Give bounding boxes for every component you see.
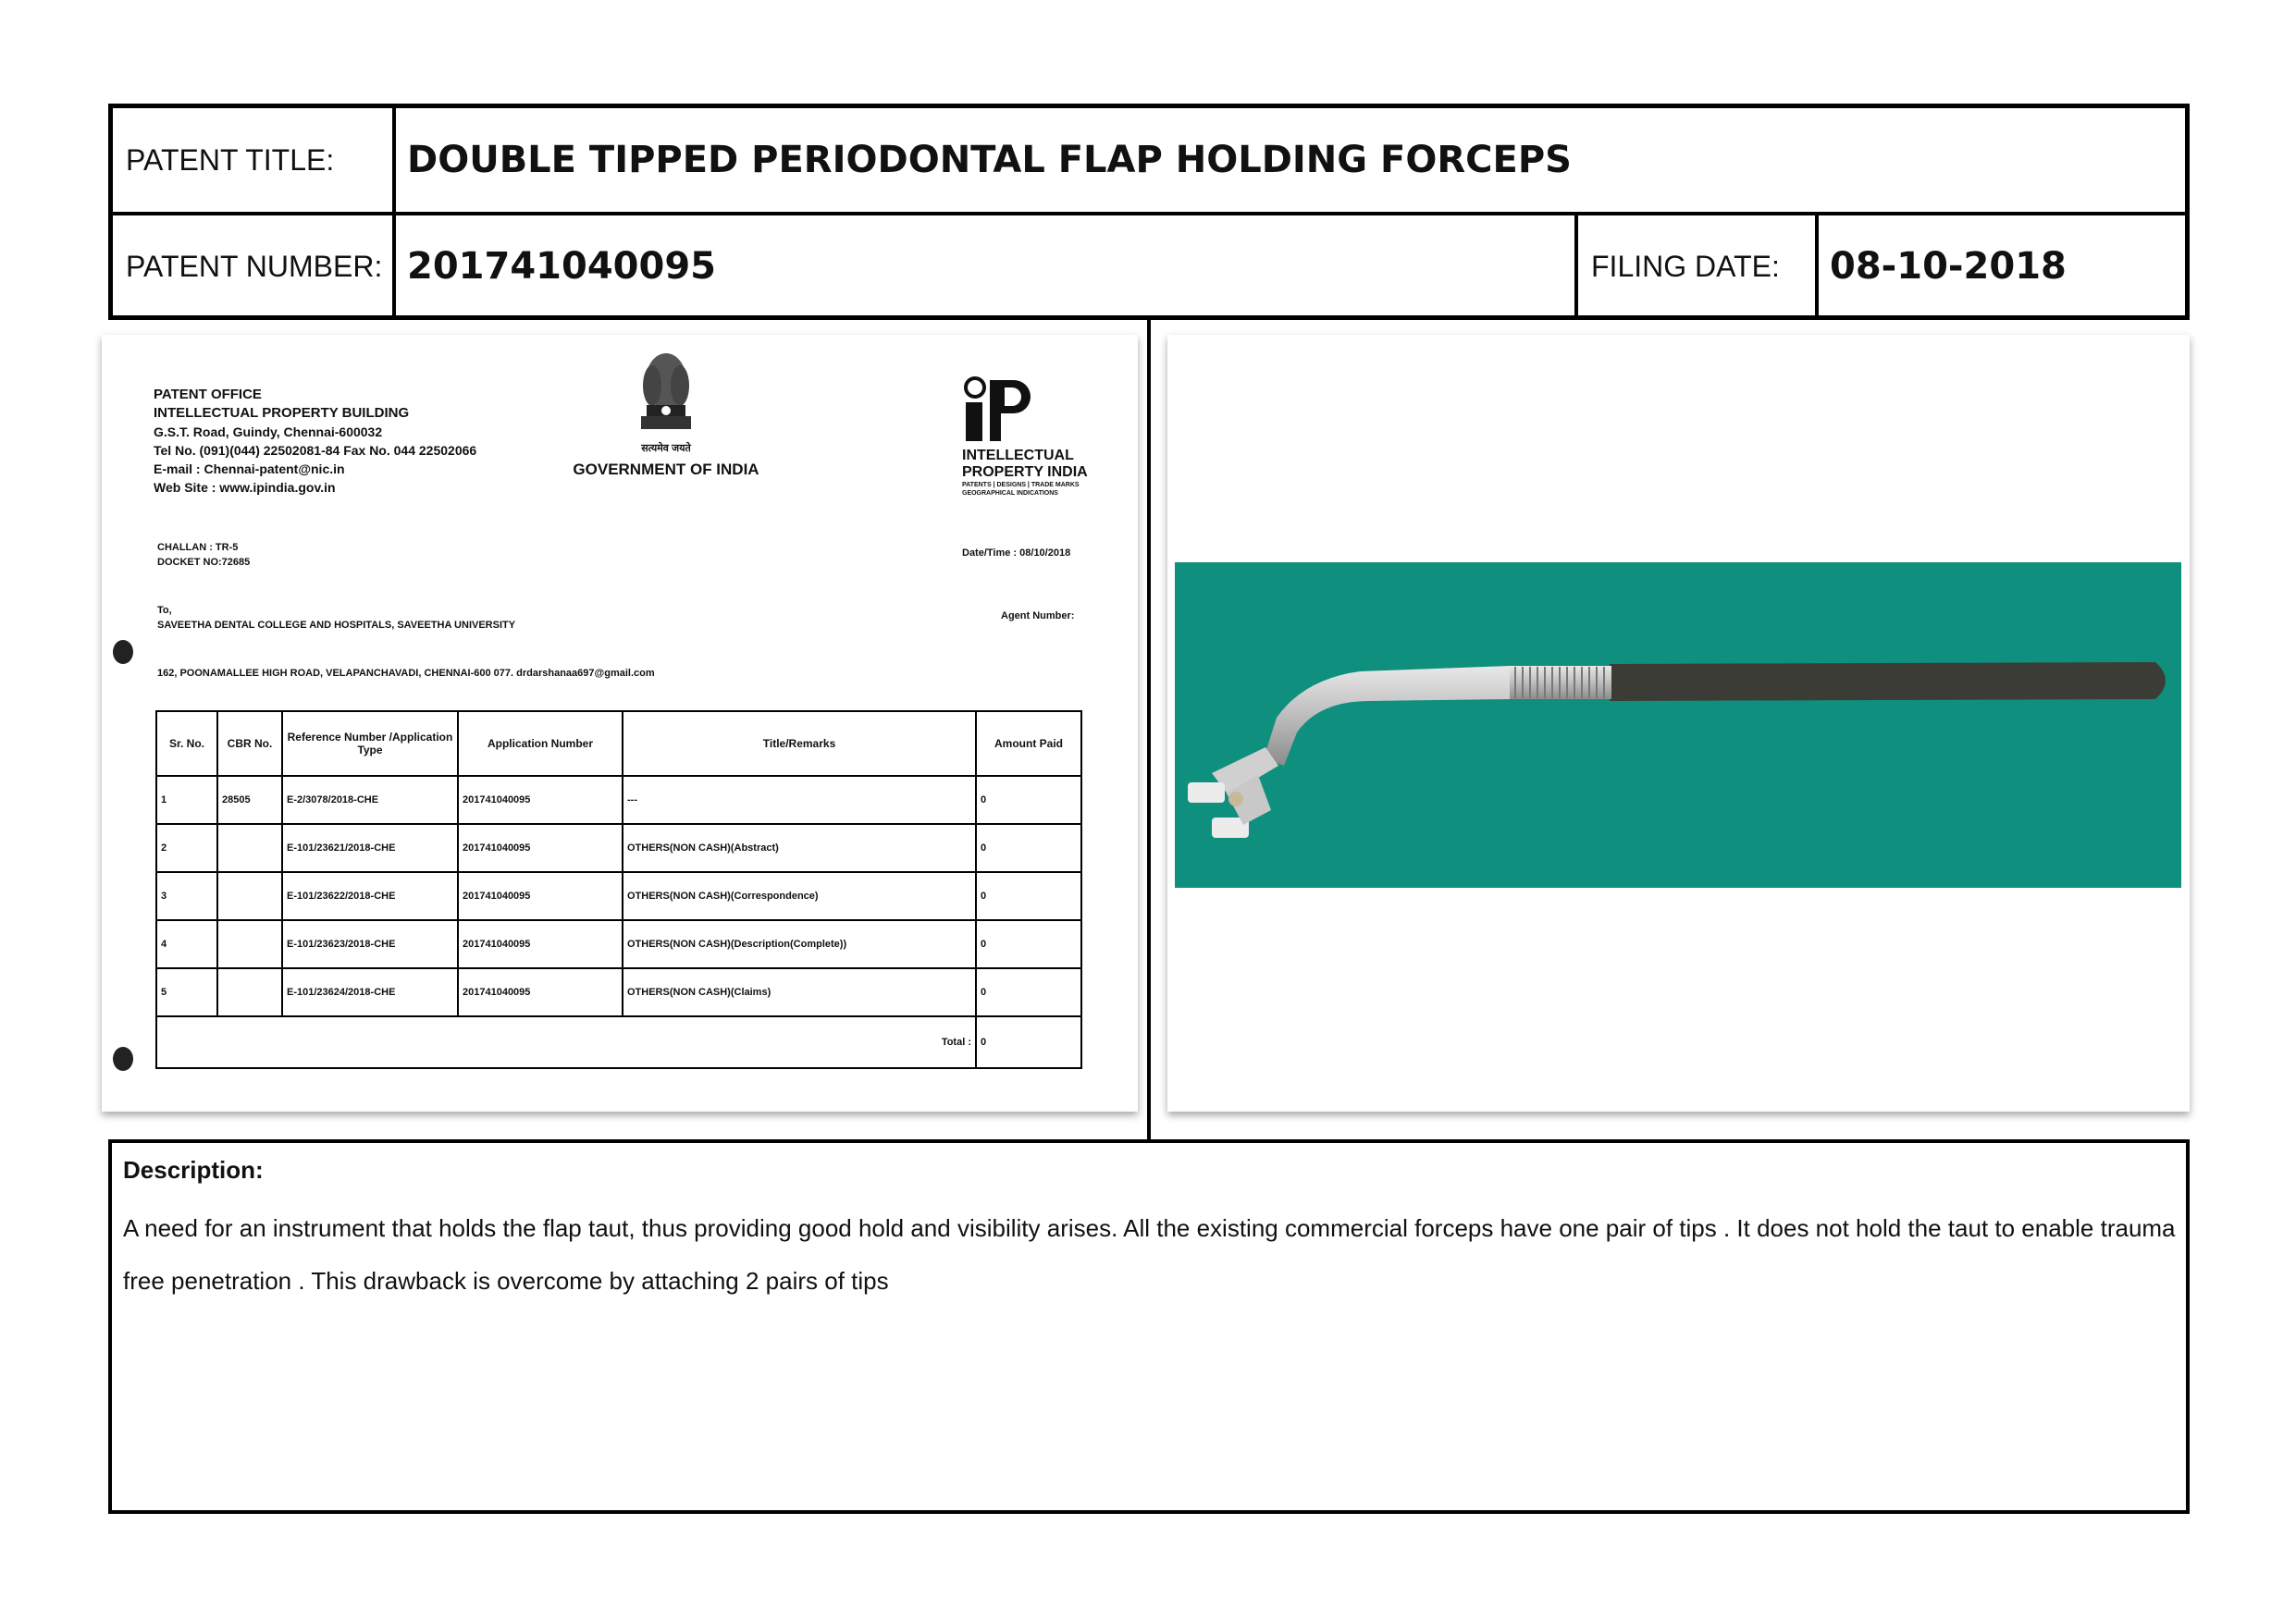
ip-text-line: INTELLECTUAL bbox=[962, 448, 1074, 463]
address: 162, POONAMALLEE HIGH ROAD, VELAPANCHAVADI, CHENNAI-600 077. drdarshanaa697@gmail.com bbox=[157, 668, 655, 679]
table-cell: 0 bbox=[976, 968, 1081, 1016]
column-header: Amount Paid bbox=[976, 711, 1081, 776]
table-cell bbox=[217, 920, 282, 968]
table-cell: 4 bbox=[156, 920, 217, 968]
punch-hole bbox=[113, 640, 133, 664]
to-label: To, bbox=[157, 605, 172, 616]
description-box bbox=[108, 1139, 2190, 1514]
ip-subtext: PATENTS | DESIGNS | TRADE MARKS bbox=[962, 482, 1080, 488]
patent-title-label: PATENT TITLE: bbox=[113, 108, 396, 215]
table-cell: 0 bbox=[976, 824, 1081, 872]
total-value: 0 bbox=[976, 1016, 1081, 1068]
office-address bbox=[154, 386, 476, 497]
forceps-icon bbox=[1175, 562, 2181, 888]
table-cell: OTHERS(NON CASH)(Claims) bbox=[623, 968, 976, 1016]
table-cell bbox=[217, 968, 282, 1016]
challan-table bbox=[155, 710, 1082, 1069]
table-cell: 0 bbox=[976, 872, 1081, 920]
office-line: Web Site : www.ipindia.gov.in bbox=[154, 480, 336, 495]
docket-number: DOCKET NO:72685 bbox=[157, 557, 251, 568]
table-cell: OTHERS(NON CASH)(Correspondence) bbox=[623, 872, 976, 920]
table-cell: 0 bbox=[976, 776, 1081, 824]
government-of-india: GOVERNMENT OF INDIA bbox=[573, 461, 759, 478]
national-emblem-icon bbox=[634, 344, 698, 436]
office-line: E-mail : Chennai-patent@nic.in bbox=[154, 461, 345, 476]
column-header: Sr. No. bbox=[156, 711, 217, 776]
table-cell: E-101/23624/2018-CHE bbox=[282, 968, 458, 1016]
emblem-motto: सत्यमेव जयते bbox=[641, 443, 691, 454]
table-cell: 201741040095 bbox=[458, 776, 623, 824]
challan-document bbox=[102, 335, 1138, 1112]
column-header: CBR No. bbox=[217, 711, 282, 776]
description-title: Description: bbox=[123, 1156, 264, 1184]
ip-text-line: PROPERTY INDIA bbox=[962, 464, 1088, 480]
patent-number-value: 201741040095 bbox=[396, 215, 1578, 317]
table-cell: E-101/23622/2018-CHE bbox=[282, 872, 458, 920]
table-cell: 201741040095 bbox=[458, 968, 623, 1016]
column-header: Reference Number /Application Type bbox=[282, 711, 458, 776]
table-total-row bbox=[156, 1016, 1081, 1068]
forceps-photo bbox=[1175, 562, 2181, 888]
addressee: SAVEETHA DENTAL COLLEGE AND HOSPITALS, SAVEETHA UNIVERSITY bbox=[157, 620, 516, 631]
ip-india-logo bbox=[962, 376, 1101, 498]
table-cell: 201741040095 bbox=[458, 872, 623, 920]
table-cell: 0 bbox=[976, 920, 1081, 968]
government-emblem-block bbox=[555, 344, 777, 479]
table-cell bbox=[217, 824, 282, 872]
challan-datetime: Date/Time : 08/10/2018 bbox=[962, 547, 1071, 559]
table-row bbox=[156, 920, 1081, 968]
table-cell bbox=[217, 872, 282, 920]
description-body: A need for an instrument that holds the flap taut, thus providing good hold and visibility arises. All the existing commercial forceps have one pair of tips . It does not hold the taut to enable trauma free penetration . This drawback is overcome by attaching 2 pairs of tips bbox=[123, 1214, 2176, 1295]
office-line: INTELLECTUAL PROPERTY BUILDING bbox=[154, 405, 410, 421]
filing-date-label: FILING DATE: bbox=[1578, 215, 1819, 317]
patent-number-label: PATENT NUMBER: bbox=[113, 215, 396, 317]
office-line: Tel No. (091)(044) 22502081-84 Fax No. 044 22502066 bbox=[154, 443, 477, 458]
column-header: Title/Remarks bbox=[623, 711, 976, 776]
table-cell: 201741040095 bbox=[458, 920, 623, 968]
table-cell: 1 bbox=[156, 776, 217, 824]
ip-subtext: GEOGRAPHICAL INDICATIONS bbox=[962, 490, 1058, 497]
table-cell: 3 bbox=[156, 872, 217, 920]
column-divider bbox=[1147, 320, 1151, 1143]
table-cell: E-101/23621/2018-CHE bbox=[282, 824, 458, 872]
table-cell: OTHERS(NON CASH)(Abstract) bbox=[623, 824, 976, 872]
table-cell: E-101/23623/2018-CHE bbox=[282, 920, 458, 968]
table-row bbox=[156, 824, 1081, 872]
patent-title-value: DOUBLE TIPPED PERIODONTAL FLAP HOLDING FORCEPS bbox=[396, 108, 2189, 215]
table-cell: --- bbox=[623, 776, 976, 824]
ip-india-icon bbox=[962, 376, 1036, 443]
office-line: PATENT OFFICE bbox=[154, 387, 262, 402]
table-row bbox=[156, 872, 1081, 920]
table-cell: 5 bbox=[156, 968, 217, 1016]
filing-date-value: 08-10-2018 bbox=[1830, 245, 2067, 288]
table-row bbox=[156, 776, 1081, 824]
table-cell: OTHERS(NON CASH)(Description(Complete)) bbox=[623, 920, 976, 968]
table-cell: 2 bbox=[156, 824, 217, 872]
total-label: Total : bbox=[156, 1016, 976, 1068]
challan-number: CHALLAN : TR-5 bbox=[157, 542, 239, 553]
column-header: Application Number bbox=[458, 711, 623, 776]
patent-header-table bbox=[108, 104, 2190, 320]
table-cell: 201741040095 bbox=[458, 824, 623, 872]
table-cell: E-2/3078/2018-CHE bbox=[282, 776, 458, 824]
table-cell: 28505 bbox=[217, 776, 282, 824]
table-header-row bbox=[156, 711, 1081, 776]
agent-number: Agent Number: bbox=[1001, 610, 1075, 621]
punch-hole bbox=[113, 1047, 133, 1071]
office-line: G.S.T. Road, Guindy, Chennai-600032 bbox=[154, 424, 383, 439]
table-row bbox=[156, 968, 1081, 1016]
